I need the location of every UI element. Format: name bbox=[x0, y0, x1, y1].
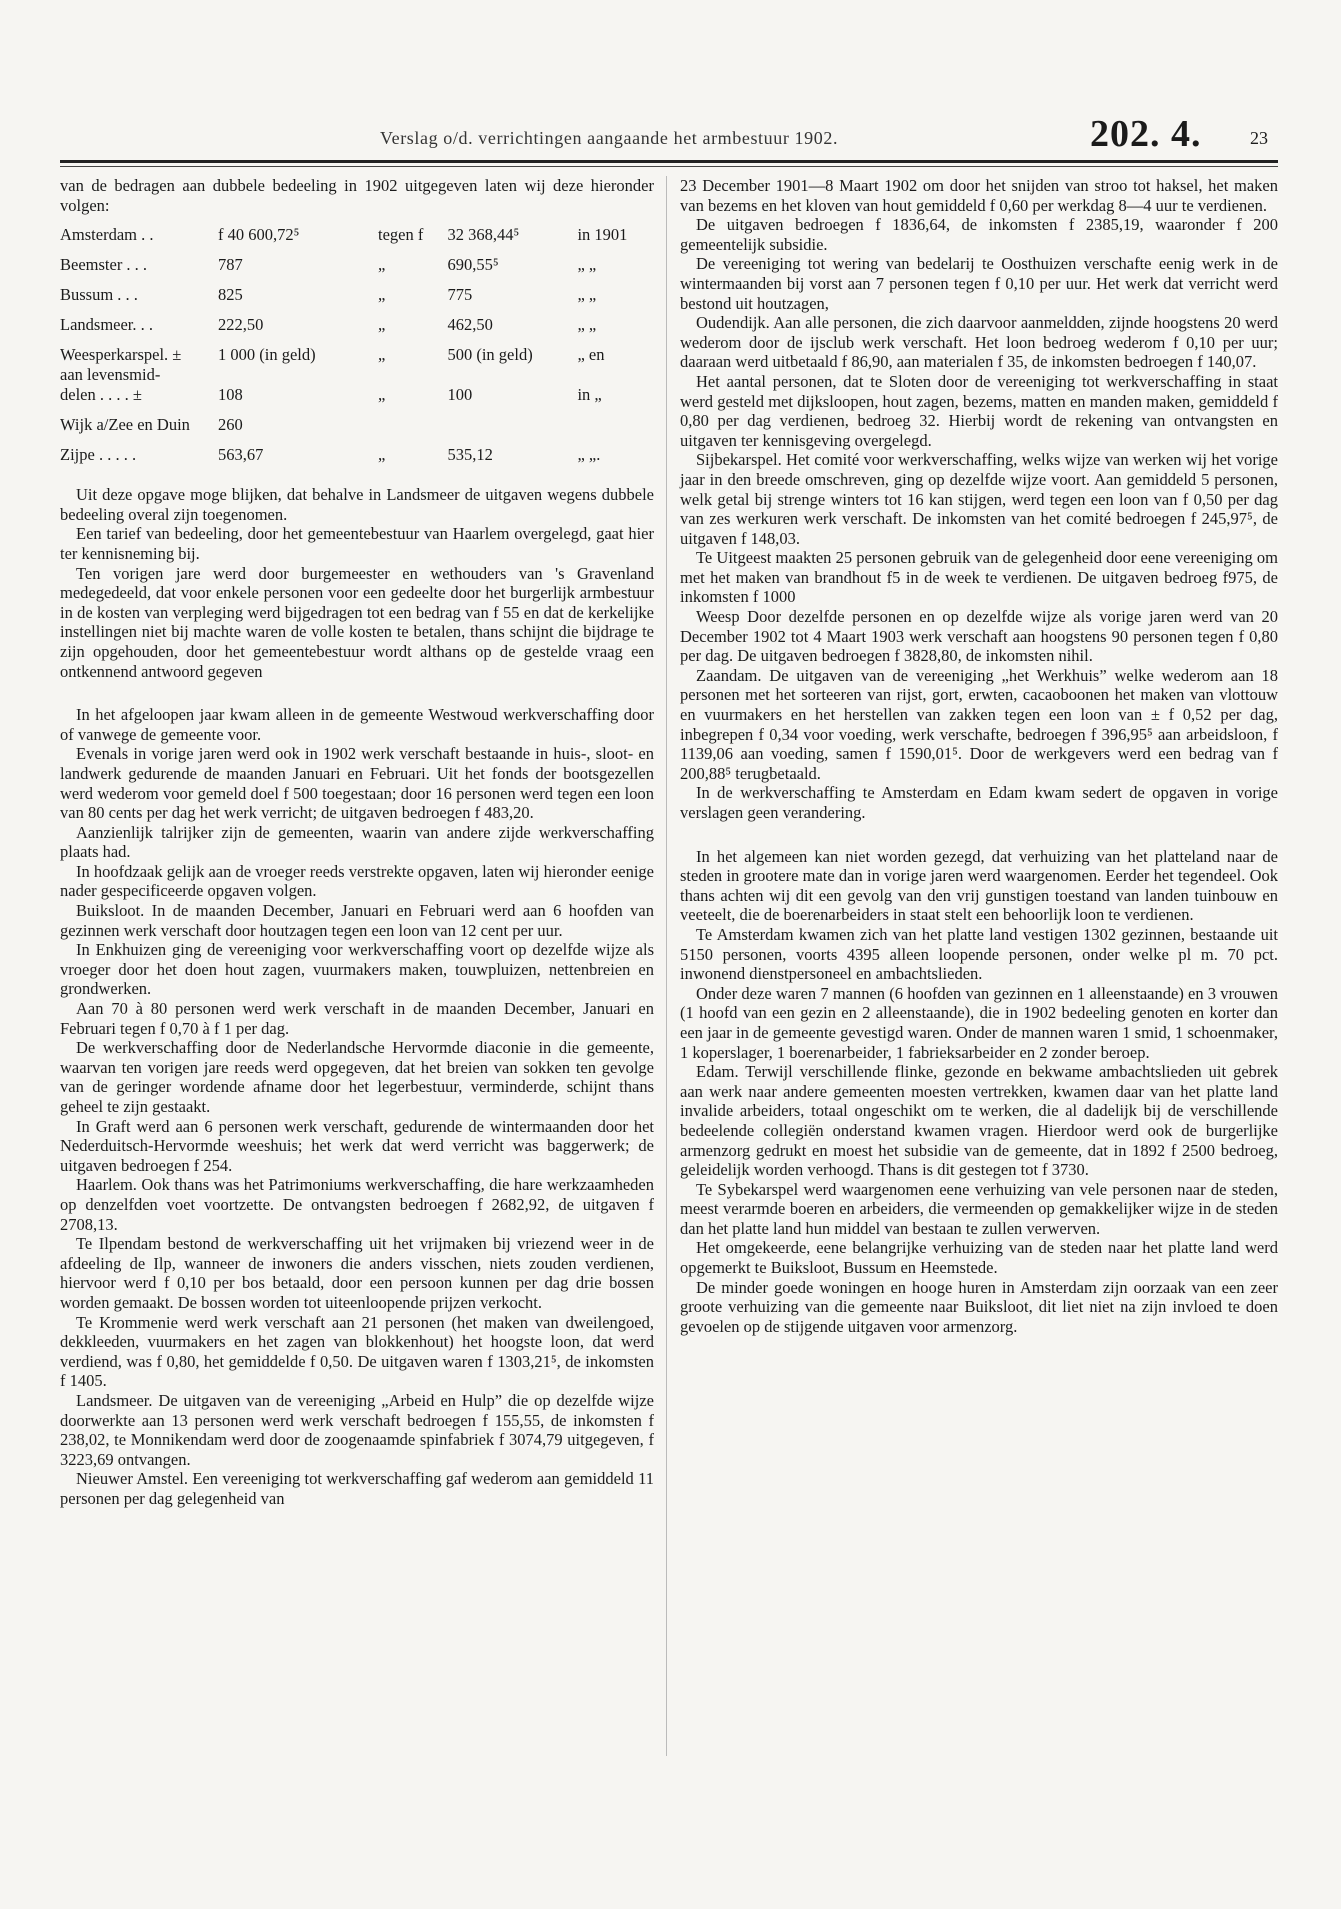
table-cell-tegen: „ bbox=[378, 285, 386, 305]
table-cell-amount-prev: 462,50 bbox=[447, 315, 493, 335]
running-title: Verslag o/d. verrichtingen aangaande het armbestuur 1902. bbox=[380, 128, 839, 148]
table-cell-place: Landsmeer. . . bbox=[60, 315, 154, 335]
table-cell-suffix bbox=[577, 365, 654, 385]
table-cell-suffix: „ „ bbox=[577, 315, 597, 335]
paragraph: Evenals in vorige jaren werd ook in 1902 werk verschaft bestaande in huis-, sloot- en landwerk gedurende de maanden Januari en Februari. Uit het fonds der bootsgezellen werd wederom voor gemeld doel f 500 toegestaan; door 16 personen werd tegen een loon van 80 cents per dag het werk verricht; de uitgaven bedroegen f 483,20. bbox=[60, 744, 654, 823]
table-row bbox=[60, 345, 654, 365]
table-cell-tegen bbox=[378, 365, 447, 385]
paragraph: In Graft werd aan 6 personen werk verschaft, gedurende de wintermaanden door het Nederduitsch-Hervormde weeshuis; het werk dat werd verricht was baggerwerk; de uitgaven bedroegen f 254. bbox=[60, 1116, 654, 1175]
paragraph: Buiksloot. In de maanden December, Januari en Februari werd aan 6 hoofden van gezinnen werk verschaft door houtzagen tegen een loon van 12 cent per uur. bbox=[60, 901, 654, 940]
header-rule-thin bbox=[60, 166, 1278, 167]
table-cell-amount-1902 bbox=[218, 365, 378, 385]
paragraph: Weesp Door dezelfde personen en op dezelfde wijze als vorige jaren werd van 20 December 1902 tot 4 Maart 1903 werk verschaft aan hoogstens 90 personen tegen f 0,80 per dag. De uitgaven bedroegen f 3828,80, de inkomsten nihil. bbox=[680, 607, 1278, 666]
paragraph: Sijbekarspel. Het comité voor werkverschaffing, welks wijze van werken wij het vorige jaar in den breede omschreven, ging op dezelfde wijze voort. Aan gemiddeld 5 personen, welk getal bij strenge winters tot 16 kan stijgen, werd tegen een loon van f 0,50 per dag van zes werkuren werk verschaft. De inkomsten van het comité bedroegen f 245,97⁵, de uitgaven f 148,03. bbox=[680, 450, 1278, 548]
table-cell-suffix: in 1901 bbox=[577, 225, 628, 245]
table-row bbox=[60, 225, 654, 255]
paragraph: Het aantal personen, dat te Sloten door de vereeniging tot werkverschaffing in staat werd gesteld met dijksloopen, hout zagen, bezems, matten en manden maken, gemiddeld f 0,80 per dag verdienen, bedroeg 32. Hierbij wordt de rekening van ontvangsten en uitgaven ter kennisgeving overgelegd. bbox=[680, 371, 1278, 450]
table-cell-tegen: „ bbox=[378, 385, 386, 405]
paragraph: Landsmeer. De uitgaven van de vereeniging „Arbeid en Hulp” die op dezelfde wijze doorwerkte aan 13 personen werd werk verschaft bedroegen f 155,55, de inkomsten f 238,02, te Monnikendam werd door de zoogenaamde spinfabriek f 3074,79 uitgegeven, f 3223,69 ontvangen. bbox=[60, 1390, 654, 1469]
paragraph: Uit deze opgave moge blijken, dat behalve in Landsmeer de uitgaven wegens dubbele bedeeling overal zijn toegenomen. bbox=[60, 485, 654, 524]
paragraph: Onder deze waren 7 mannen (6 hoofden van gezinnen en 1 alleenstaande) en 3 vrouwen (1 hoofd van een gezin en 2 alleenstaande), die in 1902 bedeeling genoten en korter dan een jaar in de gemeente gevestigd waren. Onder de mannen waren 1 smid, 1 schoenmaker, 1 koperslager, 1 boerenarbeider, 1 fabrieksarbeider en 2 zonder beroep. bbox=[680, 983, 1278, 1062]
paragraph: Het omgekeerde, eene belangrijke verhuizing van de steden naar het platte land werd opgemerkt te Buiksloot, Bussum en Heemstede. bbox=[680, 1238, 1278, 1278]
amounts-table bbox=[60, 225, 654, 475]
paragraph: In het algemeen kan niet worden gezegd, dat verhuizing van het platteland naar de steden in grootere mate dan in vorige jaren werd waargenomen. Eerder het tegendeel. Ook thans achten wij dit een gevolg van den vrij gunstigen toestand van landen tuinbouw en veeteelt, die de boerenarbeiders in staat stelt een behoorlijk loon te verdienen. bbox=[680, 846, 1278, 925]
table-cell-amount-prev: 100 bbox=[447, 385, 473, 405]
table-cell-suffix: in „ bbox=[577, 385, 602, 405]
paragraph: De uitgaven bedroegen f 1836,64, de inkomsten f 2385,19, waaronder f 200 gemeentelijk subsidie. bbox=[680, 215, 1278, 254]
table-cell-amount-prev bbox=[447, 365, 577, 385]
table-cell-suffix: „ en bbox=[577, 345, 605, 365]
header-rule bbox=[60, 160, 1278, 163]
table-cell-tegen: „ bbox=[378, 315, 386, 335]
table-cell-amount-prev: 535,12 bbox=[447, 445, 493, 465]
table-cell-place: aan levensmid- bbox=[60, 365, 161, 385]
page-header bbox=[60, 113, 1280, 162]
paragraph: Te Sybekarspel werd waargenomen eene verhuizing van vele personen naar de steden, meest verarmde boeren en arbeiders, die vermeenden op gemakkelijker wijze in de steden dan het platte land hun middel van bestaan te zullen verwerven. bbox=[680, 1179, 1278, 1238]
volume-number: 202. 4. bbox=[1090, 113, 1202, 155]
paragraph: Aan 70 à 80 personen werd werk verschaft in de maanden December, Januari en Februari tegen f 0,70 à f 1 per dag. bbox=[60, 999, 654, 1038]
table-cell-amount-1902: 787 bbox=[218, 255, 243, 275]
table-row bbox=[60, 415, 654, 445]
table-cell-tegen: „ bbox=[378, 255, 386, 275]
table-cell-place: Wijk a/Zee en Duin bbox=[60, 415, 190, 435]
paragraph: In hoofdzaak gelijk aan de vroeger reeds verstrekte opgaven, laten wij hieronder eenige nader gespecificeerde opgaven volgen. bbox=[60, 861, 654, 901]
paragraph: In de werkverschaffing te Amsterdam en Edam kwam sedert de opgaven in vorige verslagen geen verandering. bbox=[680, 783, 1278, 822]
paragraph: Te Amsterdam kwamen zich van het platte land vestigen 1302 gezinnen, bestaande uit 5150 personen, voorts 4395 alleen loopende personen, onder welke pl m. 70 pct. inwonend dienstpersoneel en ambachtslieden. bbox=[680, 924, 1278, 984]
paragraph: Aanzienlijk talrijker zijn de gemeenten, waarin van andere zijde werkverschaffing plaats had. bbox=[60, 822, 654, 862]
table-cell-place: Weesperkarspel. ± bbox=[60, 345, 182, 365]
table-cell-place: Amsterdam . . bbox=[60, 225, 154, 245]
table-cell-amount-1902: 563,67 bbox=[218, 445, 264, 465]
paragraph: Edam. Terwijl verschillende flinke, gezonde en bekwame ambachtslieden uit gebrek aan werk naar andere gemeenten moesten vertrekken, kwamen daar van het platte land invalide arbeiders, totaal ongeschikt om te werken, die al dadelijk bij de verschillende bedeelende collegiën onderstand kwamen vragen. Hierdoor werd ook de burgerlijke armenzorg gedrukt en moest het subsidie van de gemeente, dat in 1892 f 2500 bedroeg, geleidelijk worden verhoogd. Thans is dit gestegen tot f 3730. bbox=[680, 1062, 1278, 1180]
table-cell-amount-1902: 222,50 bbox=[218, 315, 264, 335]
table-cell-place: Zijpe . . . . . bbox=[60, 445, 137, 465]
table-cell-amount-prev: 775 bbox=[447, 285, 473, 305]
paragraph: Te Ilpendam bestond de werkverschaffing uit het vrijmaken bij vriezend weer in de afdeeling de Ilp, wanneer de inwoners die anders visschen, niets zouden verdienen, hiervoor werd f 0,10 per bos betaald, door een persoon kunnen per dag drie bossen worden gemaakt. De bossen worden tot uiteenloopende prijzen verkocht. bbox=[60, 1234, 654, 1312]
paragraph: 23 December 1901—8 Maart 1902 om door het snijden van stroo tot haksel, het maken van bezems en het kloven van hout gemiddeld f 0,60 per werkdag 8—4 uur te verdienen. bbox=[680, 176, 1278, 215]
table-cell-suffix: „ „ bbox=[577, 285, 597, 305]
table-row bbox=[60, 315, 654, 345]
paragraph: Haarlem. Ook thans was het Patrimoniums werkverschaffing, die hare werkzaamheden op denzelfden voet voortzette. De ontvangsten bedroegen f 2682,92, de uitgaven f 2708,13. bbox=[60, 1175, 654, 1234]
paragraph: De werkverschaffing door de Nederlandsche Hervormde diaconie in die gemeente, waarvan ten vorigen jare reeds werd opgegeven, dat het breien van sokken ten gevolge van de geringer wordende afname door het legerbestuur, verminderde, schijnt thans geheel te zijn gestaakt. bbox=[60, 1038, 654, 1116]
column-separator bbox=[666, 176, 667, 1756]
table-cell-tegen: „ bbox=[378, 345, 386, 365]
paragraph: Te Krommenie werd werk verschaft aan 21 personen (het maken van dweilengoed, dekkleeden, vuurmakers en het zagen van blokkenhout) het hoogste loon, dat werd verdiend, was f 0,80, het gemiddelde f 0,50. De uitgaven waren f 1303,21⁵, de inkomsten f 1405. bbox=[60, 1312, 654, 1391]
left-column bbox=[60, 176, 654, 1508]
table-cell-suffix: „ „ bbox=[577, 255, 597, 275]
table-cell-amount-prev: 32 368,44⁵ bbox=[447, 225, 520, 245]
table-row bbox=[60, 385, 654, 415]
paragraph: In Enkhuizen ging de vereeniging voor werkverschaffing voort op dezelfde wijze als vroeger door het doen hout zagen, vuurmakers maken, touwpluizen, nettenbreien en grondwerken. bbox=[60, 940, 654, 999]
paragraph: In het afgeloopen jaar kwam alleen in de gemeente Westwoud werkverschaffing door of vanwege de gemeente voor. bbox=[60, 705, 654, 744]
table-row bbox=[60, 365, 654, 385]
table-row bbox=[60, 255, 654, 285]
page-number: 23 bbox=[1250, 128, 1268, 148]
table-cell-tegen: tegen f bbox=[378, 225, 424, 245]
table-cell-place: Beemster . . . bbox=[60, 255, 148, 275]
table-cell-amount-1902: 108 bbox=[218, 385, 243, 405]
table-cell-amount-prev: 690,55⁵ bbox=[447, 255, 499, 275]
table-cell-amount-prev bbox=[447, 415, 577, 445]
table-cell-amount-1902: f 40 600,72⁵ bbox=[218, 225, 300, 245]
table-cell-tegen bbox=[378, 415, 447, 445]
paragraph: Oudendijk. Aan alle personen, die zich daarvoor aanmeldden, zijnde hoogstens 20 werd wederom door de ijsclub werk verschaft. Het loon bedroeg wederom f 0,10 per uur; daaraan werd uitbetaald f 86,90, aan materialen f 35, de inkomsten bedroegen f 140,07. bbox=[680, 313, 1278, 372]
table-cell-amount-1902: 1 000 (in geld) bbox=[218, 345, 316, 365]
paragraph: Een tarief van bedeeling, door het gemeentebestuur van Haarlem overgelegd, gaat hier ter kennisneming bij. bbox=[60, 524, 654, 563]
paragraph: Zaandam. De uitgaven van de vereeniging „het Werkhuis” welke wederom aan 18 personen met het sorteeren van rijst, gort, erwten, cacaoboonen het maken van vlottouw en vuurmakers en het herstellen van zakken tegen een loon van ± f 0,52 per dag, inbegrepen f 0,34 voor voeding, werk verschafte, bedroegen f 396,95⁵ aan arbeidsloon, f 1139,06 aan voeding, samen f 1590,01⁵. Door de werkgevers werd een bedrag van f 200,88⁵ terugbetaald. bbox=[680, 665, 1278, 783]
table-cell-place: delen . . . . ± bbox=[60, 385, 142, 405]
table-cell-amount-1902: 825 bbox=[218, 285, 243, 305]
table-cell-amount-prev: 500 (in geld) bbox=[447, 345, 533, 365]
table-cell-tegen: „ bbox=[378, 445, 386, 465]
paragraph: Nieuwer Amstel. Een vereeniging tot werkverschaffing gaf wederom aan gemiddeld 11 personen per dag gelegenheid van bbox=[60, 1469, 654, 1508]
table-cell-suffix: „ „. bbox=[577, 445, 601, 465]
table-cell-place: Bussum . . . bbox=[60, 285, 138, 305]
paragraph: Te Uitgeest maakten 25 personen gebruik van de gelegenheid door eene vereeniging om met het maken van brandhout f5 in de week te verdienen. De uitgaven bedroeg f975, de inkomsten f 1000 bbox=[680, 548, 1278, 607]
paragraph: Ten vorigen jare werd door burgemeester en wethouders van 's Gravenland medegedeeld, dat voor enkele personen voor een gedeelte door het burgerlijk armbestuur in de kosten van verpleging werd bijgedragen tot een bedrag van f 55 en dat de kerkelijke instellingen niet bij machte waren de volle kosten te betalen, thans schijnt die bijdrage te zijn opgehouden, door het gemeentebestuur wordt althans op de gestelde vraag een ontkennend antwoord gegeven bbox=[60, 563, 654, 681]
paragraph: De vereeniging tot wering van bedelarij te Oosthuizen verschafte eenig werk in de wintermaanden bij vorst aan 7 personen tegen f 0,10 per uur. Het werk dat verricht werd bestond uit houtzagen, bbox=[680, 254, 1278, 313]
right-column bbox=[680, 176, 1278, 1336]
table-row bbox=[60, 285, 654, 315]
table-row bbox=[60, 445, 654, 475]
paragraph: De minder goede woningen en hooge huren in Amsterdam zijn oorzaak van een zeer groote verhuizing van die gemeente naar Buiksloot, dit liet niet na zijn invloed te doen gevoelen op de stijgende uitgaven voor armenzorg. bbox=[680, 1277, 1278, 1336]
intro-paragraph: van de bedragen aan dubbele bedeeling in 1902 uitgegeven laten wij deze hieronder volgen: bbox=[60, 176, 654, 215]
table-cell-amount-1902: 260 bbox=[218, 415, 243, 435]
table-cell-suffix bbox=[577, 415, 654, 445]
